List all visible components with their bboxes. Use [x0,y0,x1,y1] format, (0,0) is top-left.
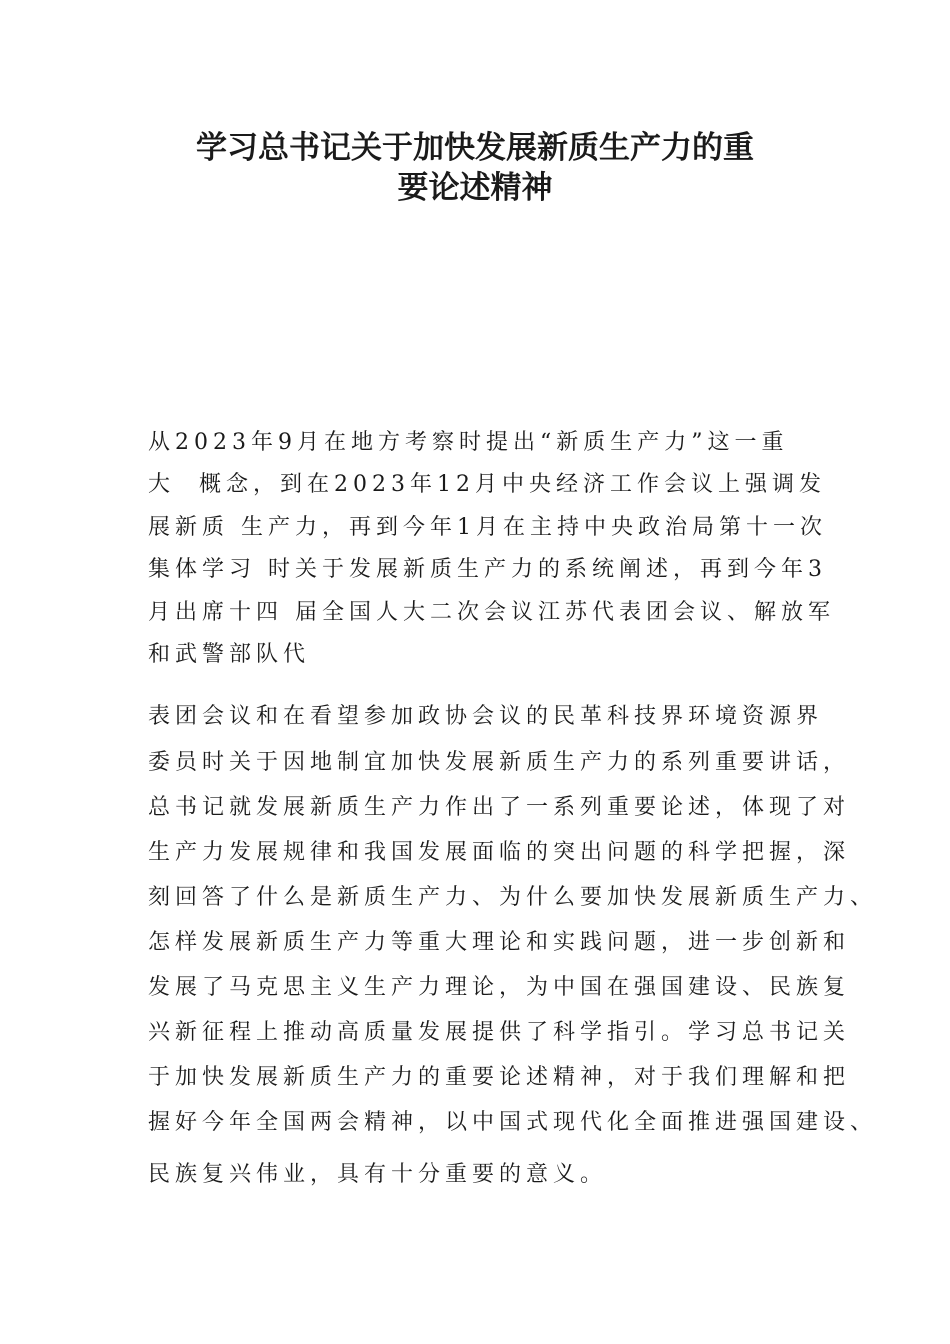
paragraph-2-line-8: 兴新征程上推动高质量发展提供了科学指引。学习总书记关 [148,1020,851,1045]
paragraph-1-line-2: 大 概念，到在2023年12月中央经济工作会议上强调发 [148,472,826,497]
paragraph-2-line-5: 刻回答了什么是新质生产力、为什么要加快发展新质生产力、 [148,885,878,910]
document-title-line-1: 学习总书记关于加快发展新质生产力的重 [196,130,754,166]
paragraph-2-line-2: 委员时关于因地制宜加快发展新质生产力的系列重要讲话， [148,750,851,775]
paragraph-2-line-11: 民族复兴伟业，具有十分重要的意义。 [148,1162,608,1187]
paragraph-2-line-9: 于加快发展新质生产力的重要论述精神，对于我们理解和把 [148,1065,851,1090]
paragraph-1-line-5: 月出席十四 届全国人大二次会议江苏代表团会议、解放军 [148,600,835,625]
paragraph-2-line-10: 握好今年全国两会精神，以中国式现代化全面推进强国建设、 [148,1110,878,1135]
document-title-line-2: 要论述精神 [397,170,553,206]
paragraph-2-line-4: 生产力发展规律和我国发展面临的突出问题的科学把握，深 [148,840,851,865]
paragraph-2-line-7: 发展了马克思主义生产力理论，为中国在强国建设、民族复 [148,975,851,1000]
paragraph-1-line-3: 展新质 生产力，再到今年1月在主持中央政治局第十一次 [148,515,827,540]
paragraph-1-line-6: 和武警部队代 [148,642,311,667]
paragraph-2-line-6: 怎样发展新质生产力等重大理论和实践问题，进一步创新和 [148,930,851,955]
paragraph-2-line-1: 表团会议和在看望参加政协会议的民革科技界环境资源界 [148,704,824,729]
paragraph-1-line-1: 从2023年9月在地方考察时提出“新质生产力”这一重 [148,430,789,455]
paragraph-1-line-4: 集体学习 时关于发展新质生产力的系统阐述，再到今年3 [148,557,827,582]
paragraph-2-line-3: 总书记就发展新质生产力作出了一系列重要论述，体现了对 [148,795,851,820]
